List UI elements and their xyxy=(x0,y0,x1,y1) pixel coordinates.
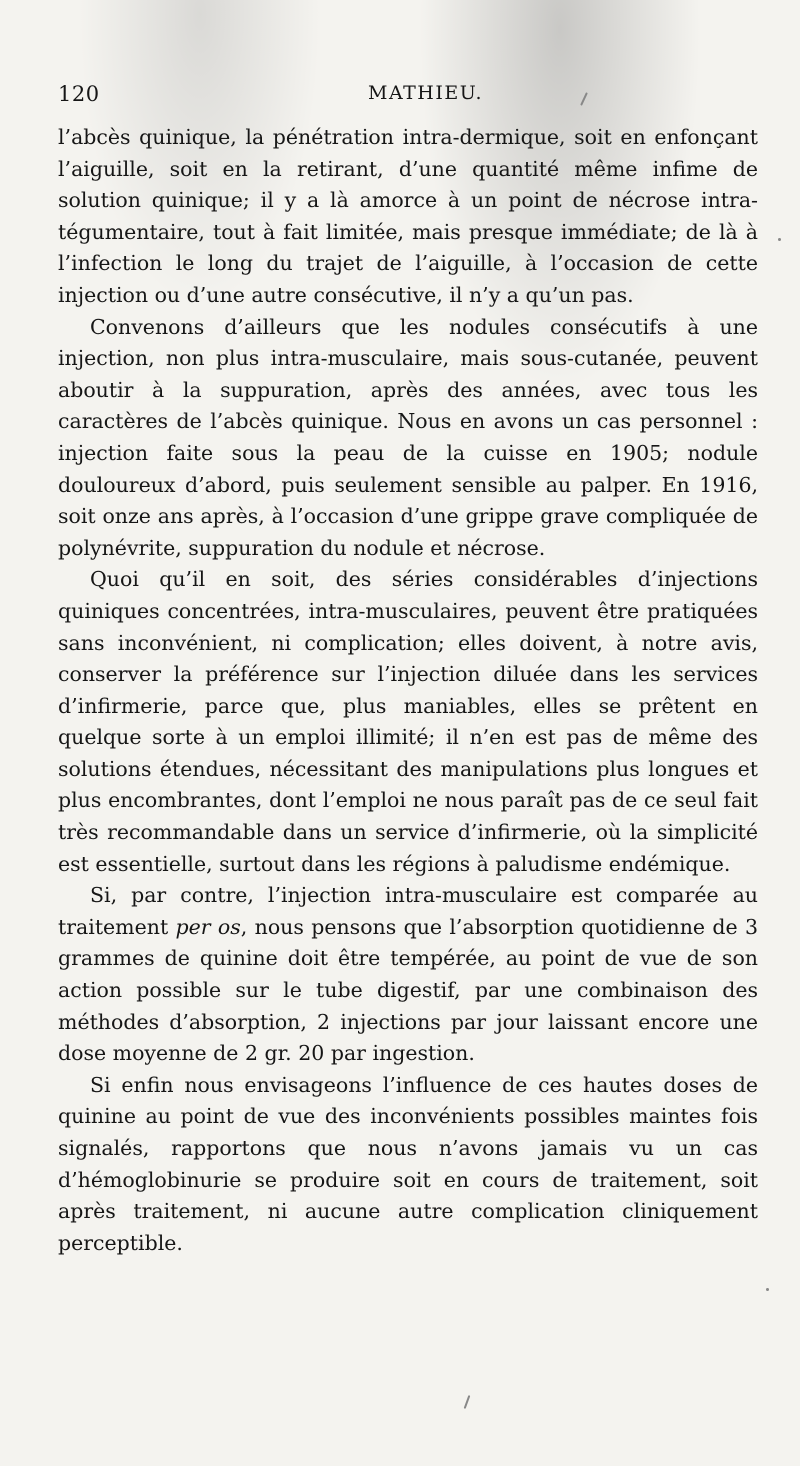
paragraph-3: Quoi qu’il en soit, des séries considérables d’injections quiniques concentrées, intra-musculaires, peuvent être pratiquées sans inconvénient, ni complication; elles doivent, à notre avis, conserver la préférence sur l’injection diluée dans les services d’infirmerie, parce que, plus maniables, elles se prêtent en quelque sorte à un emploi illimité; il n’en est pas de même des solutions étendues, nécessitant des manipulations plus longues et plus encombrantes, dont l’emploi ne nous paraît pas de ce seul fait très recommandable dans un service d’infirmerie, où la simplicité est essentielle, surtout dans les régions à paludisme endémique. xyxy=(58,567,758,876)
paragraph-4-italic: per os xyxy=(175,914,241,939)
paragraph-1: l’abcès quinique, la pénétration intra-dermique, soit en enfonçant l’aiguille, soit en la retirant, d’une quantité même infime de solution quinique; il y a là amorce à un point de nécrose intra-tégumentaire, tout à fait limitée, mais presque immédiate; de là à l’infection le long du trajet de l’aiguille, à l’occasion de cette injection ou d’une autre consécutive, il n’y a qu’un pas. xyxy=(58,125,758,307)
paragraph-4 xyxy=(58,880,758,1070)
scan-speck xyxy=(464,1395,471,1409)
scan-speck xyxy=(766,1288,769,1291)
paragraph-5: Si enfin nous envisageons l’influence de ces hautes doses de quinine au point de vue des inconvénients possibles maintes fois signalés, rapportons que nous n’avons jamais vu un cas d’hémoglobinurie se produire soit en cours de traitement, soit après traitement, ni aucune autre complication cliniquement perceptible. xyxy=(58,1072,758,1255)
scan-speck xyxy=(778,238,781,241)
page-number: 120 xyxy=(58,82,100,106)
body-text xyxy=(58,122,758,1259)
paragraph-2: Convenons d’ailleurs que les nodules consécutifs à une injection, non plus intra-musculaire, mais sous-cutanée, peuvent aboutir à la suppuration, après des années, avec tous les caractères de l’abcès quinique. Nous en avons un cas personnel : injection faite sous la peau de la cuisse en 1905; nodule douloureux d’abord, puis seulement sensible au palper. En 1916, soit onze ans après, à l’occasion d’une grippe grave compliquée de polynévrite, suppuration du nodule et nécrose. xyxy=(58,314,758,560)
page-header xyxy=(58,82,758,112)
running-head: MATHIEU. xyxy=(368,82,484,104)
paragraph-4-after: , nous pensons que l’absorption quotidienne de 3 grammes de quinine doit être tempérée, au point de vue de son action possible sur le tube digestif, par une combinaison des méthodes d’absorption, 2 injections par jour laissant encore une dose moyenne de 2 gr. 20 par ingestion. xyxy=(58,914,758,1066)
paragraph-4-before: Si, par contre, l’injection intra-musculaire est comparée au traitement xyxy=(58,883,758,939)
